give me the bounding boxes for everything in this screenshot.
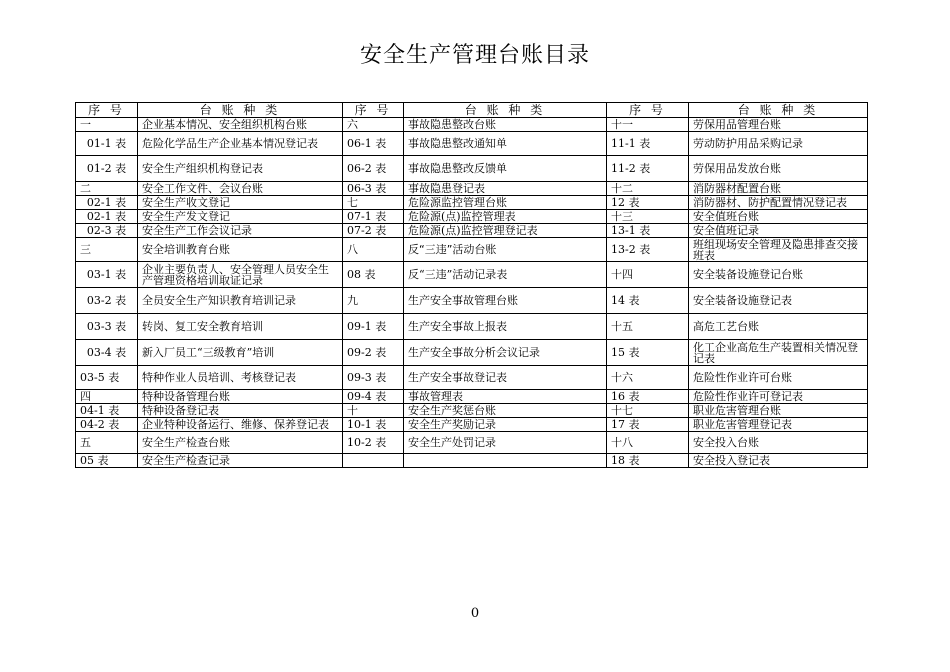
category-cell: 安全装备设施登记表	[689, 288, 868, 314]
seq-cell: 09-3 表	[343, 366, 404, 390]
seq-cell: 13-2 表	[607, 238, 689, 262]
column-header-seq: 序 号	[343, 103, 404, 118]
category-cell: 劳保用品管理台账	[689, 118, 868, 132]
category-cell: 事故隐患整改反馈单	[404, 156, 607, 182]
table-row	[76, 224, 868, 238]
category-cell: 全员安全生产知识教育培训记录	[138, 288, 343, 314]
seq-cell: 18 表	[607, 454, 689, 468]
category-cell: 劳动防护用品采购记录	[689, 132, 868, 156]
category-cell: 特种作业人员培训、考核登记表	[138, 366, 343, 390]
seq-cell	[343, 454, 404, 468]
category-cell: 事故隐患登记表	[404, 182, 607, 196]
category-cell: 企业主要负责人、安全管理人员安全生产管理资格培训取证记录	[138, 262, 343, 288]
seq-cell: 三	[76, 238, 138, 262]
seq-cell: 10-1 表	[343, 418, 404, 432]
seq-cell: 02-1 表	[76, 196, 138, 210]
seq-cell: 03-3 表	[76, 314, 138, 340]
table-row	[76, 340, 868, 366]
seq-cell: 七	[343, 196, 404, 210]
seq-cell: 15 表	[607, 340, 689, 366]
category-cell: 安全生产收文登记	[138, 196, 343, 210]
category-cell: 危险源监控管理台账	[404, 196, 607, 210]
category-cell: 班组现场安全管理及隐患排查交接班表	[689, 238, 868, 262]
category-cell	[404, 454, 607, 468]
seq-cell: 11-1 表	[607, 132, 689, 156]
seq-cell: 10-2 表	[343, 432, 404, 454]
table-row	[76, 118, 868, 132]
table-row	[76, 314, 868, 340]
table-row	[76, 132, 868, 156]
category-cell: 危险化学品生产企业基本情况登记表	[138, 132, 343, 156]
seq-cell: 07-1 表	[343, 210, 404, 224]
seq-cell: 03-2 表	[76, 288, 138, 314]
category-cell: 安全生产奖励记录	[404, 418, 607, 432]
seq-cell: 06-2 表	[343, 156, 404, 182]
table-row	[76, 238, 868, 262]
seq-cell: 17 表	[607, 418, 689, 432]
category-cell: 安全投入台账	[689, 432, 868, 454]
seq-cell: 08 表	[343, 262, 404, 288]
category-cell: 企业特种设备运行、维修、保养登记表	[138, 418, 343, 432]
seq-cell: 06-3 表	[343, 182, 404, 196]
category-cell: 职业危害管理台账	[689, 404, 868, 418]
category-cell: 反“三违”活动记录表	[404, 262, 607, 288]
category-cell: 安全生产处罚记录	[404, 432, 607, 454]
table-header-row	[76, 103, 868, 118]
ledger-catalog-table	[75, 102, 868, 468]
category-cell: 职业危害管理登记表	[689, 418, 868, 432]
seq-cell: 一	[76, 118, 138, 132]
category-cell: 消防器材、防护配置情况登记表	[689, 196, 868, 210]
table-row	[76, 366, 868, 390]
column-header-category: 台 账 种 类	[138, 103, 343, 118]
category-cell: 安全生产发文登记	[138, 210, 343, 224]
seq-cell: 09-1 表	[343, 314, 404, 340]
category-cell: 安全生产组织机构登记表	[138, 156, 343, 182]
table-row	[76, 390, 868, 404]
seq-cell: 十七	[607, 404, 689, 418]
category-cell: 高危工艺台账	[689, 314, 868, 340]
seq-cell: 十四	[607, 262, 689, 288]
page-number: 0	[470, 606, 480, 621]
column-header-seq: 序 号	[607, 103, 689, 118]
table-row	[76, 454, 868, 468]
category-cell: 危险性作业许可登记表	[689, 390, 868, 404]
column-header-category: 台 账 种 类	[689, 103, 868, 118]
seq-cell: 05 表	[76, 454, 138, 468]
seq-cell: 16 表	[607, 390, 689, 404]
seq-cell: 06-1 表	[343, 132, 404, 156]
category-cell: 生产安全事故管理台账	[404, 288, 607, 314]
seq-cell: 11-2 表	[607, 156, 689, 182]
category-cell: 生产安全事故上报表	[404, 314, 607, 340]
category-cell: 生产安全事故分析会议记录	[404, 340, 607, 366]
seq-cell: 十八	[607, 432, 689, 454]
seq-cell: 13-1 表	[607, 224, 689, 238]
category-cell: 生产安全事故登记表	[404, 366, 607, 390]
seq-cell: 04-2 表	[76, 418, 138, 432]
table-row	[76, 404, 868, 418]
seq-cell: 九	[343, 288, 404, 314]
category-cell: 安全培训教育台账	[138, 238, 343, 262]
category-cell: 危险性作业许可台账	[689, 366, 868, 390]
seq-cell: 09-4 表	[343, 390, 404, 404]
category-cell: 安全装备设施登记台账	[689, 262, 868, 288]
category-cell: 特种设备管理台账	[138, 390, 343, 404]
category-cell: 反“三违”活动台账	[404, 238, 607, 262]
seq-cell: 14 表	[607, 288, 689, 314]
table-row	[76, 182, 868, 196]
seq-cell: 十五	[607, 314, 689, 340]
seq-cell: 八	[343, 238, 404, 262]
category-cell: 转岗、复工安全教育培训	[138, 314, 343, 340]
category-cell: 安全生产工作会议记录	[138, 224, 343, 238]
category-cell: 劳保用品发放台账	[689, 156, 868, 182]
seq-cell: 03-5 表	[76, 366, 138, 390]
seq-cell: 十二	[607, 182, 689, 196]
category-cell: 消防器材配置台账	[689, 182, 868, 196]
table-row	[76, 262, 868, 288]
seq-cell: 02-3 表	[76, 224, 138, 238]
column-header-category: 台 账 种 类	[404, 103, 607, 118]
category-cell: 安全值班台账	[689, 210, 868, 224]
seq-cell: 十三	[607, 210, 689, 224]
category-cell: 特种设备登记表	[138, 404, 343, 418]
table-row	[76, 288, 868, 314]
category-cell: 安全生产奖惩台账	[404, 404, 607, 418]
seq-cell: 03-4 表	[76, 340, 138, 366]
seq-cell: 04-1 表	[76, 404, 138, 418]
seq-cell: 01-1 表	[76, 132, 138, 156]
category-cell: 危险源(点)监控管理登记表	[404, 224, 607, 238]
category-cell: 安全投入登记表	[689, 454, 868, 468]
category-cell: 安全值班记录	[689, 224, 868, 238]
seq-cell: 01-2 表	[76, 156, 138, 182]
seq-cell: 五	[76, 432, 138, 454]
category-cell: 企业基本情况、安全组织机构台账	[138, 118, 343, 132]
seq-cell: 二	[76, 182, 138, 196]
table-row	[76, 196, 868, 210]
seq-cell: 四	[76, 390, 138, 404]
category-cell: 事故隐患整改台账	[404, 118, 607, 132]
seq-cell: 02-1 表	[76, 210, 138, 224]
table-row	[76, 418, 868, 432]
table-row	[76, 210, 868, 224]
category-cell: 安全生产检查台账	[138, 432, 343, 454]
seq-cell: 六	[343, 118, 404, 132]
category-cell: 安全工作文件、会议台账	[138, 182, 343, 196]
seq-cell: 十一	[607, 118, 689, 132]
seq-cell: 十	[343, 404, 404, 418]
page-title: 安全生产管理台账目录	[359, 43, 590, 68]
table-row	[76, 156, 868, 182]
table-row	[76, 432, 868, 454]
category-cell: 事故隐患整改通知单	[404, 132, 607, 156]
category-cell: 事故管理表	[404, 390, 607, 404]
seq-cell: 09-2 表	[343, 340, 404, 366]
category-cell: 危险源(点)监控管理表	[404, 210, 607, 224]
seq-cell: 十六	[607, 366, 689, 390]
column-header-seq: 序 号	[76, 103, 138, 118]
category-cell: 化工企业高危生产装置相关情况登记表	[689, 340, 868, 366]
seq-cell: 07-2 表	[343, 224, 404, 238]
category-cell: 新入厂员工“三级教育”培训	[138, 340, 343, 366]
seq-cell: 12 表	[607, 196, 689, 210]
table-body	[76, 118, 868, 468]
seq-cell: 03-1 表	[76, 262, 138, 288]
category-cell: 安全生产检查记录	[138, 454, 343, 468]
